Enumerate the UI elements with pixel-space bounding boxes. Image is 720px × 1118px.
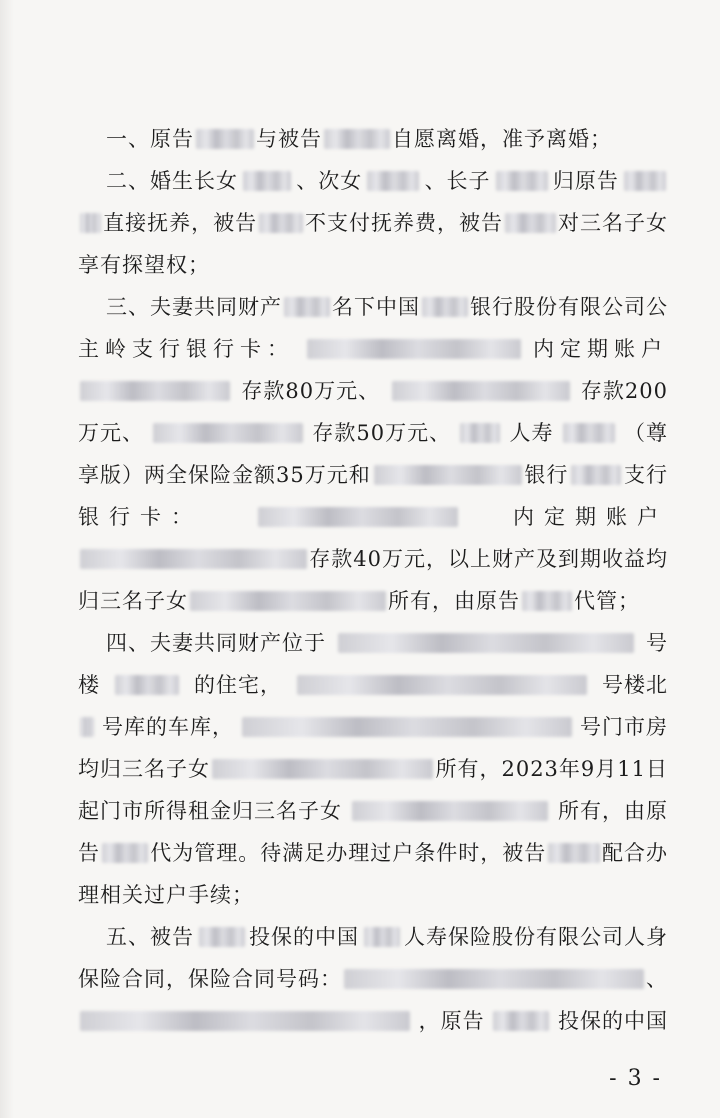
- redaction-blur: [352, 801, 548, 821]
- redaction-blur: [422, 297, 468, 317]
- redaction-blur: [548, 843, 600, 863]
- redaction-blur: [80, 717, 94, 737]
- text-line: [78, 286, 668, 328]
- text-line: [78, 874, 668, 916]
- text-segment: 所有，由原告: [388, 589, 520, 613]
- text-segment: 号: [646, 631, 668, 655]
- text-segment: 银行股份有限公司公: [470, 295, 668, 319]
- text-segment: 人寿保险股份有限公司人身: [404, 925, 668, 949]
- redaction-blur: [284, 297, 330, 317]
- text-segment: 代管；: [574, 589, 640, 613]
- redaction-blur: [374, 465, 522, 485]
- text-segment: 、长子: [424, 169, 491, 193]
- redaction-blur: [80, 381, 230, 401]
- text-segment: 号库的车库，: [102, 715, 234, 739]
- text-segment: 均归三名子女: [78, 757, 210, 781]
- redaction-blur: [493, 1011, 549, 1031]
- redaction-blur: [153, 423, 303, 443]
- redaction-blur: [367, 171, 419, 191]
- text-line: [78, 244, 668, 286]
- text-line: [78, 580, 668, 622]
- text-segment: 人寿: [509, 421, 554, 445]
- text-segment: 所有，2023年9月11日: [435, 757, 668, 781]
- text-segment: 二、婚生长女: [106, 169, 238, 193]
- text-segment: 告: [78, 841, 100, 865]
- text-line: [78, 412, 668, 454]
- redaction-blur: [199, 927, 245, 947]
- text-line: [78, 118, 668, 160]
- redaction-blur: [297, 675, 587, 695]
- text-segment: 存款200: [580, 379, 668, 403]
- page-number: - 3 -: [609, 1066, 662, 1091]
- text-segment: 与被告: [256, 127, 322, 151]
- redaction-blur: [460, 423, 500, 443]
- text-segment: 理相关过户手续；: [78, 883, 254, 907]
- text-segment: （尊: [623, 421, 668, 445]
- redaction-blur: [80, 1011, 410, 1031]
- text-line: [78, 454, 668, 496]
- text-line: [78, 832, 668, 874]
- redaction-blur: [80, 549, 307, 569]
- redaction-blur: [212, 759, 433, 779]
- text-segment: 归原告: [552, 169, 619, 193]
- text-segment: 三、夫妻共同财产: [106, 295, 282, 319]
- redaction-blur: [364, 927, 400, 947]
- text-segment: 直接抚养，被告: [103, 211, 258, 235]
- text-segment: 存款80万元、: [241, 379, 381, 403]
- redaction-blur: [344, 969, 644, 989]
- redaction-blur: [102, 843, 148, 863]
- text-line: [78, 496, 668, 538]
- text-segment: 楼: [78, 673, 100, 697]
- text-segment: 存款40万元，以上财产及到期收益均: [309, 547, 668, 571]
- redaction-blur: [190, 591, 386, 611]
- text-segment: 所有，由原: [558, 799, 668, 823]
- redaction-blur: [522, 591, 572, 611]
- text-segment: 一、原告: [106, 127, 194, 151]
- text-segment: 、: [646, 967, 668, 991]
- redaction-blur: [338, 633, 634, 653]
- redaction-blur: [258, 507, 458, 527]
- redaction-blur: [242, 717, 572, 737]
- text-segment: 保险合同，保险合同号码：: [78, 967, 342, 991]
- page-fold-shadow: [0, 0, 14, 1118]
- text-segment: 五、被告: [106, 925, 194, 949]
- text-segment: 内定期账户: [513, 505, 668, 529]
- text-segment: 银行卡：: [78, 505, 202, 529]
- text-line: [78, 160, 668, 202]
- text-segment: 支行: [623, 463, 668, 487]
- text-segment: 自愿离婚，准予离婚；: [392, 127, 612, 151]
- text-segment: 享有探望权；: [78, 253, 210, 277]
- text-line: [78, 916, 668, 958]
- text-segment: 名下中国: [332, 295, 420, 319]
- redaction-blur: [80, 213, 101, 233]
- redaction-blur: [624, 171, 666, 191]
- redaction-blur: [505, 213, 556, 233]
- text-segment: 投保的中国: [557, 1009, 668, 1033]
- text-segment: 归三名子女: [78, 589, 188, 613]
- redaction-blur: [243, 171, 291, 191]
- text-segment: 投保的中国: [249, 925, 359, 949]
- redaction-blur: [259, 213, 303, 233]
- text-segment: 的住宅，: [194, 673, 282, 697]
- text-segment: 银行: [524, 463, 569, 487]
- text-line: [78, 706, 668, 748]
- text-segment: 存款50万元、: [312, 421, 452, 445]
- text-segment: 不支付抚养费，被告: [305, 211, 504, 235]
- text-line: [78, 202, 668, 244]
- text-segment: 万元、: [78, 421, 144, 445]
- text-line: [78, 1000, 668, 1042]
- text-segment: 四、夫妻共同财产位于: [106, 631, 326, 655]
- redaction-blur: [563, 423, 615, 443]
- text-line: [78, 622, 668, 664]
- redaction-blur: [115, 675, 179, 695]
- text-segment: ，原告: [418, 1009, 485, 1033]
- text-segment: 主岭支行银行卡：: [78, 337, 294, 361]
- text-segment: 起门市所得租金归三名子女: [78, 799, 342, 823]
- text-segment: 配合办: [602, 841, 668, 865]
- redaction-blur: [307, 339, 521, 359]
- text-segment: 代为管理。待满足办理过户条件时，被告: [150, 841, 547, 865]
- text-line: [78, 664, 668, 706]
- text-line: [78, 790, 668, 832]
- text-line: [78, 958, 668, 1000]
- redaction-blur: [392, 381, 570, 401]
- text-line: [78, 370, 668, 412]
- text-segment: 内定期账户: [533, 337, 668, 361]
- text-segment: 享版）两全保险金额35万元和: [78, 463, 371, 487]
- text-segment: 号楼北: [602, 673, 668, 697]
- redaction-blur: [196, 129, 254, 149]
- text-segment: 对三名子女: [558, 211, 668, 235]
- redaction-blur: [571, 465, 621, 485]
- text-line: [78, 748, 668, 790]
- text-segment: 号门市房: [580, 715, 668, 739]
- text-segment: 、次女: [296, 169, 363, 193]
- text-line: [78, 538, 668, 580]
- redaction-blur: [324, 129, 390, 149]
- redaction-blur: [496, 171, 548, 191]
- text-line: [78, 328, 668, 370]
